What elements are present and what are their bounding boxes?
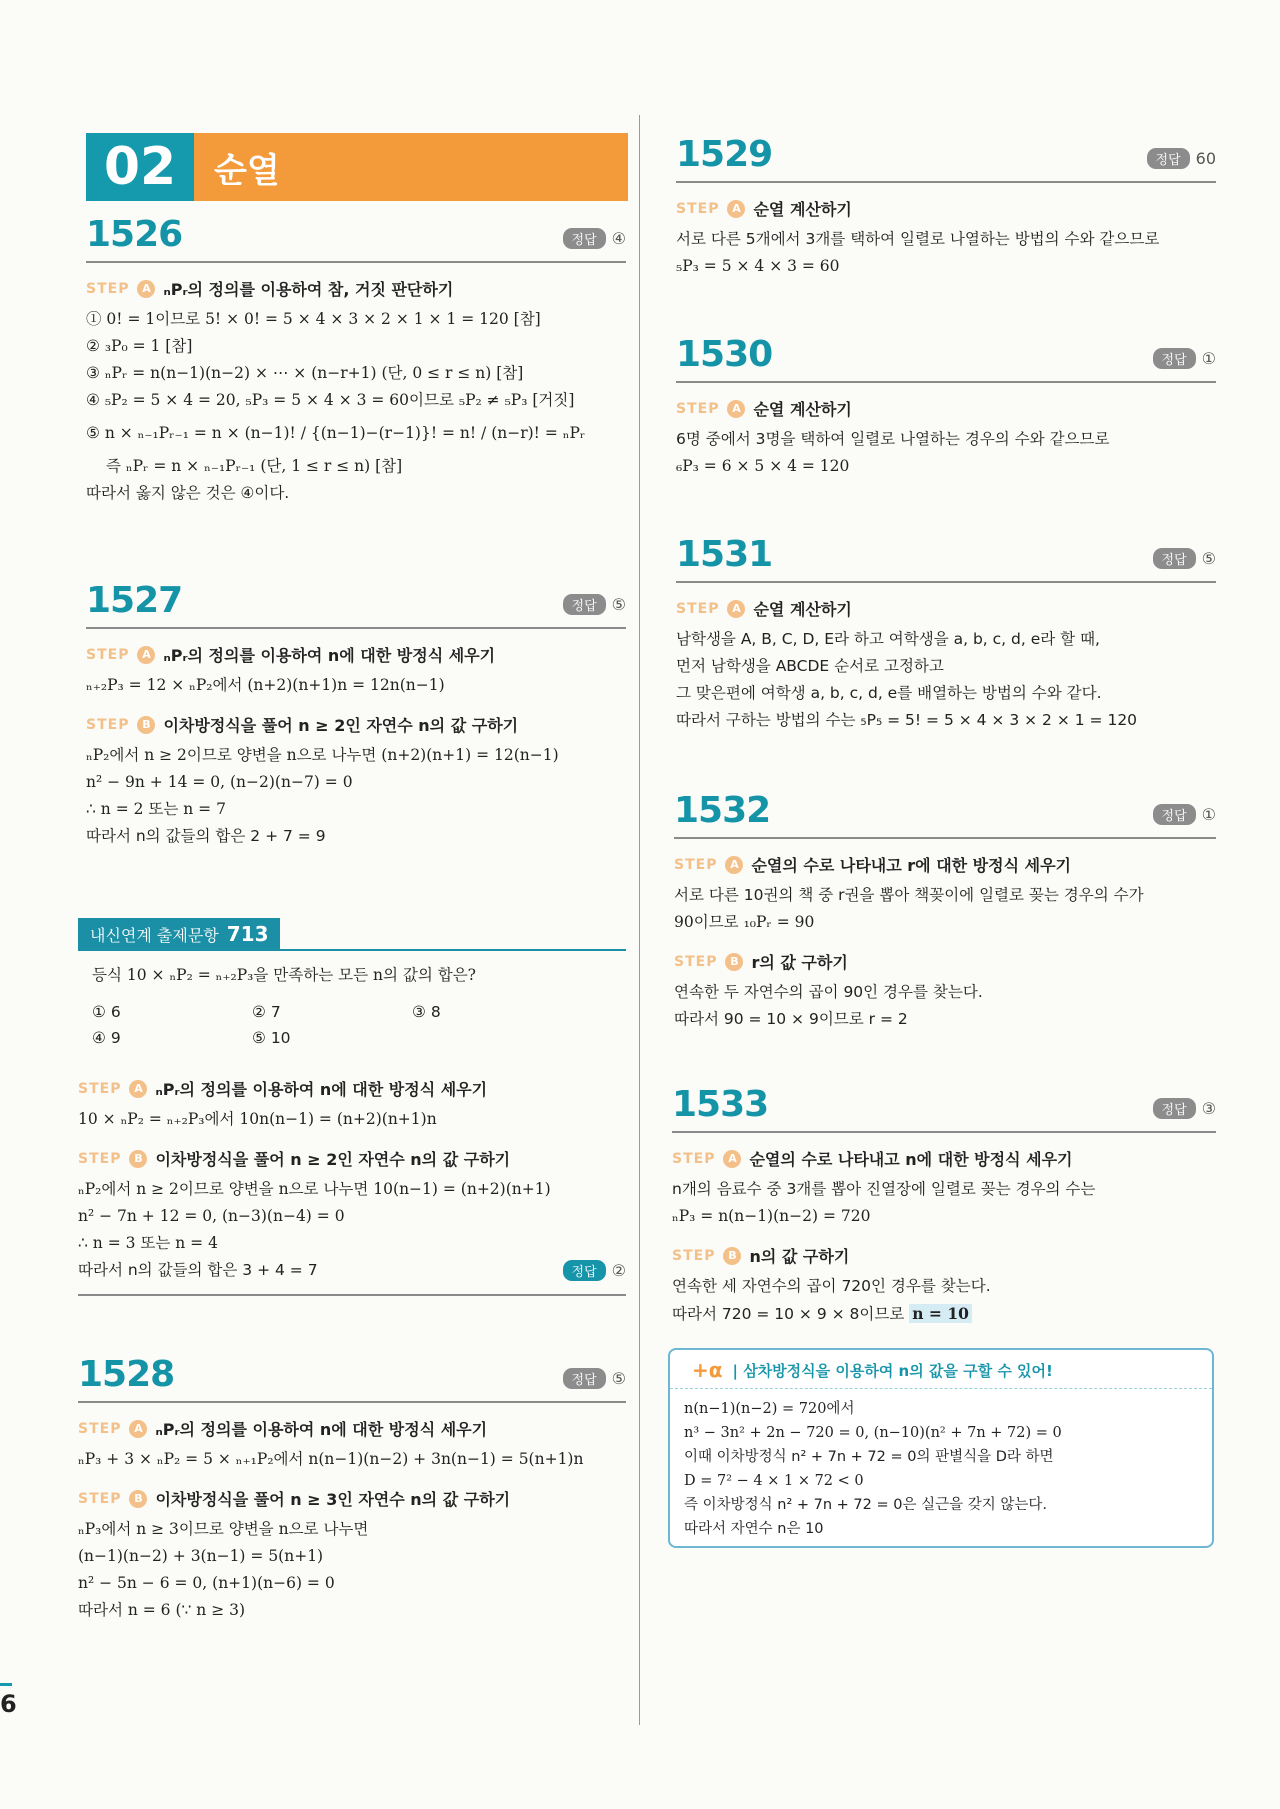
step-tag: STEP <box>78 1420 122 1437</box>
solution-line: ₙP₃에서 n ≥ 3이므로 양변을 n으로 나누면 <box>78 1520 369 1538</box>
choice: ③ 8 <box>412 1003 441 1021</box>
step-a-icon: A <box>725 856 743 874</box>
answer-value: ④ <box>611 229 626 248</box>
step-title: 순열의 수로 나타내고 r에 대한 방정식 세우기 <box>751 856 1071 875</box>
solution-line: 그 맞은편에 여학생 a, b, c, d, e를 배열하는 방법의 수와 같다. <box>676 684 1102 702</box>
answer-value: ① <box>1201 805 1216 824</box>
solution-line: ₆P₃ = 6 × 5 × 4 = 120 <box>676 457 850 475</box>
related-problem-tag <box>78 918 280 950</box>
tip-line: D = 7² − 4 × 1 × 72 < 0 <box>684 1473 864 1489</box>
solution-line: 연속한 두 자연수의 곱이 90인 경우를 찾는다. <box>674 983 983 1001</box>
solution-line: 연속한 세 자연수의 곱이 720인 경우를 찾는다. <box>672 1277 991 1295</box>
solution-line: ₙP₃ + 3 × ₙP₂ = 5 × ₙ₊₁P₂에서 n(n−1)(n−2) + 3n(n−1) = 5(n+1)n <box>78 1450 584 1468</box>
choice: ② 7 <box>252 1003 281 1021</box>
step-tag: STEP <box>672 1150 716 1167</box>
solution-line: ₙP₂에서 n ≥ 2이므로 양변을 n으로 나누면 10(n−1) = (n+2)(n+1) <box>78 1180 551 1198</box>
solution-conclusion: 따라서 구하는 방법의 수는 ₅P₅ = 5! = 5 × 4 × 3 × 2 × 1 = 120 <box>676 711 1138 729</box>
step-b-icon: B <box>723 1247 741 1265</box>
solution-conclusion: 따라서 옳지 않은 것은 ④이다. <box>86 484 290 502</box>
solution-line: ① 0! = 1이므로 5! × 0! = 5 × 4 × 3 × 2 × 1 × 1 = 120 [참] <box>86 310 541 328</box>
solution-line: n² − 5n − 6 = 0, (n+1)(n−6) = 0 <box>78 1574 335 1592</box>
step-title: 순열의 수로 나타내고 n에 대한 방정식 세우기 <box>749 1150 1073 1169</box>
step-b-icon: B <box>129 1490 147 1508</box>
solution-line: n개의 음료수 중 3개를 뽑아 진열장에 일렬로 꽂는 경우의 수는 <box>672 1180 1096 1198</box>
solution-line: 6명 중에서 3명을 택하여 일렬로 나열하는 경우의 수와 같으므로 <box>676 430 1110 448</box>
problem-1526 <box>86 214 626 507</box>
step-title: r의 값 구하기 <box>751 953 848 972</box>
step-b-icon: B <box>129 1150 147 1168</box>
step-tag: STEP <box>676 200 720 217</box>
related-question: 등식 10 × ₙP₂ = ₙ₊₂P₃을 만족하는 모든 n의 값의 합은? <box>92 966 476 984</box>
solution-conclusion: 따라서 90 = 10 × 9이므로 r = 2 <box>674 1010 908 1028</box>
step-a-icon: A <box>129 1080 147 1098</box>
problem-number: 1526 <box>86 214 183 255</box>
problem-number: 1530 <box>676 334 773 375</box>
highlighted-answer: n = 10 <box>909 1304 972 1323</box>
step-b-icon: B <box>137 716 155 734</box>
solution-line: ∴ n = 3 또는 n = 4 <box>78 1234 218 1252</box>
step-title: 이차방정식을 풀어 n ≥ 3인 자연수 n의 값 구하기 <box>155 1490 511 1509</box>
tip-line: 이때 이차방정식 n² + 7n + 72 = 0의 판별식을 D라 하면 <box>684 1449 1054 1465</box>
section-header <box>86 133 628 201</box>
step-tag: STEP <box>674 953 718 970</box>
step-a-icon: A <box>727 600 745 618</box>
answer-badge: 정답 <box>1153 804 1196 825</box>
solution-line: ∴ n = 2 또는 n = 7 <box>86 800 226 818</box>
problem-number: 1533 <box>672 1084 769 1125</box>
solution-line: ₙ₊₂P₃ = 12 × ₙP₂에서 (n+2)(n+1)n = 12n(n−1) <box>86 676 445 694</box>
answer-value: ② <box>611 1261 626 1280</box>
choice: ⑤ 10 <box>252 1029 291 1047</box>
step-tag: STEP <box>86 646 130 663</box>
step-tag: STEP <box>86 716 130 733</box>
column-divider <box>639 115 640 1725</box>
step-title: 순열 계산하기 <box>753 200 852 219</box>
solution-conclusion: 따라서 n의 값들의 합은 2 + 7 = 9 <box>86 827 326 845</box>
step-tag: STEP <box>78 1080 122 1097</box>
step-tag: STEP <box>86 280 130 297</box>
step-title: n의 값 구하기 <box>749 1247 850 1266</box>
answer-badge: 정답 <box>1153 348 1196 369</box>
solution-line: (n−1)(n−2) + 3(n−1) = 5(n+1) <box>78 1547 324 1565</box>
tip-box <box>668 1348 1214 1548</box>
step-tag: STEP <box>674 856 718 873</box>
problem-1530 <box>676 334 1216 480</box>
solution-line: ② ₃P₀ = 1 [참] <box>86 337 193 355</box>
answer-badge: 정답 <box>563 594 606 615</box>
related-problem-label: 내신연계 출제문항 <box>90 925 219 945</box>
problem-1529 <box>676 134 1216 280</box>
solution-line: 서로 다른 10권의 책 중 r권을 뽑아 책꽂이에 일렬로 꽂는 경우의 수가 <box>674 886 1144 904</box>
solution-conclusion: 따라서 n = 6 (∵ n ≥ 3) <box>78 1601 246 1619</box>
step-a-icon: A <box>137 280 155 298</box>
step-title: 이차방정식을 풀어 n ≥ 2인 자연수 n의 값 구하기 <box>163 716 519 735</box>
step-a-icon: A <box>727 400 745 418</box>
answer-value: ③ <box>1201 1099 1216 1118</box>
step-tag: STEP <box>78 1490 122 1507</box>
page-edge-mark <box>0 1683 12 1686</box>
page-number: 6 <box>0 1690 17 1718</box>
tip-line: n³ − 3n² + 2n − 720 = 0, (n−10)(n² + 7n + 72) = 0 <box>684 1425 1062 1441</box>
step-a-icon: A <box>723 1150 741 1168</box>
problem-1528 <box>78 1354 626 1624</box>
solution-line: 10 × ₙP₂ = ₙ₊₂P₃에서 10n(n−1) = (n+2)(n+1)n <box>78 1110 437 1128</box>
solution-line: 즉 ₙPᵣ = n × ₙ₋₁Pᵣ₋₁ (단, 1 ≤ r ≤ n) [참] <box>106 457 403 475</box>
answer-badge: 정답 <box>563 228 606 249</box>
tip-line: 즉 이차방정식 n² + 7n + 72 = 0은 실근을 갖지 않는다. <box>684 1497 1047 1513</box>
solution-line: n² − 9n + 14 = 0, (n−2)(n−7) = 0 <box>86 773 353 791</box>
step-tag: STEP <box>78 1150 122 1167</box>
answer-badge: 정답 <box>1147 148 1190 169</box>
solution-line: ⑤ n × ₙ₋₁Pᵣ₋₁ = n × (n−1)! / {(n−1)−(r−1)}! = n! / (n−r)! = ₙPᵣ <box>86 424 586 442</box>
choice: ① 6 <box>92 1003 121 1021</box>
solution-line: 남학생을 A, B, C, D, E라 하고 여학생을 a, b, c, d, e라 할 때, <box>676 630 1100 648</box>
problem-number: 1527 <box>86 580 183 621</box>
solution-line: ₅P₃ = 5 × 4 × 3 = 60 <box>676 257 840 275</box>
problem-1531 <box>676 534 1216 734</box>
answer-value: ⑤ <box>611 1369 626 1388</box>
answer-badge: 정답 <box>563 1368 606 1389</box>
problem-1527 <box>86 580 626 850</box>
step-tag: STEP <box>676 400 720 417</box>
solution-conclusion <box>672 1300 1216 1328</box>
step-tag: STEP <box>676 600 720 617</box>
plus-alpha-icon: +α <box>692 1358 723 1382</box>
conclusion-text: 따라서 720 = 10 × 9 × 8이므로 <box>672 1305 905 1323</box>
solution-conclusion: 따라서 n의 값들의 합은 3 + 4 = 7 <box>78 1261 318 1279</box>
solution-line: n² − 7n + 12 = 0, (n−3)(n−4) = 0 <box>78 1207 345 1225</box>
tip-line: 따라서 자연수 n은 10 <box>684 1521 824 1537</box>
solution-line: 90이므로 ₁₀Pᵣ = 90 <box>674 913 815 931</box>
problem-1532 <box>674 790 1216 1033</box>
step-tag: STEP <box>672 1247 716 1264</box>
solution-line: ₙP₂에서 n ≥ 2이므로 양변을 n으로 나누면 (n+2)(n+1) = 12(n−1) <box>86 746 559 764</box>
answer-value: ⑤ <box>611 595 626 614</box>
answer-choices <box>92 999 626 1051</box>
answer-badge: 정답 <box>1153 548 1196 569</box>
solution-line: ④ ₅P₂ = 5 × 4 = 20, ₅P₃ = 5 × 4 × 3 = 60이므로 ₅P₂ ≠ ₅P₃ [거짓] <box>86 391 575 409</box>
section-number: 02 <box>86 133 194 201</box>
choice: ④ 9 <box>92 1029 121 1047</box>
problem-number: 1531 <box>676 534 773 575</box>
step-a-icon: A <box>137 646 155 664</box>
solution-line: 서로 다른 5개에서 3개를 택하여 일렬로 나열하는 방법의 수와 같으므로 <box>676 230 1160 248</box>
answer-badge: 정답 <box>563 1260 606 1281</box>
step-a-icon: A <box>129 1420 147 1438</box>
answer-value: ⑤ <box>1201 549 1216 568</box>
solution-line: 먼저 남학생을 ABCDE 순서로 고정하고 <box>676 657 944 675</box>
step-a-icon: A <box>727 200 745 218</box>
step-title: ₙPᵣ의 정의를 이용하여 n에 대한 방정식 세우기 <box>163 646 496 665</box>
problem-number: 1532 <box>674 790 771 831</box>
answer-badge: 정답 <box>1153 1098 1196 1119</box>
step-title: 이차방정식을 풀어 n ≥ 2인 자연수 n의 값 구하기 <box>155 1150 511 1169</box>
problem-number: 1528 <box>78 1354 175 1395</box>
related-problem-number: 713 <box>226 922 269 946</box>
step-title: 순열 계산하기 <box>753 600 852 619</box>
solution-line: ₙP₃ = n(n−1)(n−2) = 720 <box>672 1207 871 1225</box>
tip-title: | 삼차방정식을 이용하여 n의 값을 구할 수 있어! <box>732 1361 1053 1380</box>
answer-value: 60 <box>1195 149 1216 168</box>
related-problem <box>78 918 626 1296</box>
step-title: ₙPᵣ의 정의를 이용하여 n에 대한 방정식 세우기 <box>155 1420 488 1439</box>
step-title: 순열 계산하기 <box>753 400 852 419</box>
step-title: ₙPᵣ의 정의를 이용하여 n에 대한 방정식 세우기 <box>155 1080 488 1099</box>
step-title: ₙPᵣ의 정의를 이용하여 참, 거짓 판단하기 <box>163 280 454 299</box>
section-title: 순열 <box>194 133 628 201</box>
answer-value: ① <box>1201 349 1216 368</box>
solution-line: ③ ₙPᵣ = n(n−1)(n−2) × ⋯ × (n−r+1) (단, 0 ≤ r ≤ n) [참] <box>86 364 524 382</box>
tip-line: n(n−1)(n−2) = 720에서 <box>684 1401 855 1417</box>
problem-number: 1529 <box>676 134 773 175</box>
related-problem-underline <box>78 949 626 951</box>
problem-1533 <box>672 1084 1216 1328</box>
step-b-icon: B <box>725 953 743 971</box>
